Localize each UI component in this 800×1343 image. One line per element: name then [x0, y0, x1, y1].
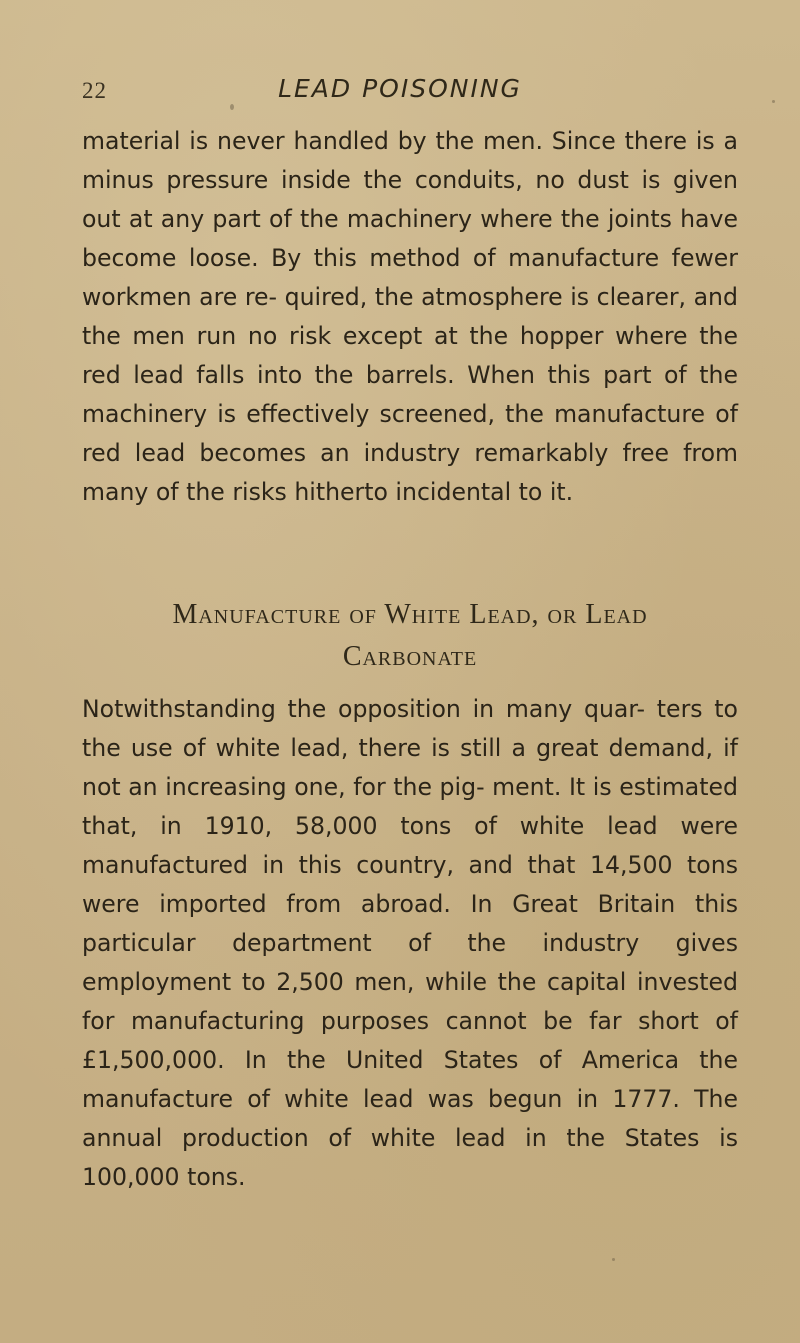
section-heading-line-1: Manufacture of White Lead, or Lead: [172, 599, 648, 630]
paper-speck: [772, 100, 775, 103]
section-heading: [82, 594, 738, 678]
page-number: 22: [82, 78, 107, 103]
paper-speck: [612, 1258, 615, 1261]
section-heading-line-2: Carbonate: [342, 641, 478, 672]
paragraph-white-lead: Notwithstanding the opposition in many quar- ters to the use of white lead, there is still a great demand, if not an increasing one, for the pig- ment. It is estimated that, in 1910, 58,000 tons of white lead were manufactured in this country, and that 14,500 tons were imported from abroad. In Great Britain this particular department of the industry gives employment to 2,500 men, while the capital invested for manufacturing purposes cannot be far short of £1,500,000. In the United States of America the manufacture of white lead was begun in 1777. The annual production of white lead in the States is 100,000 tons.: [82, 695, 738, 1191]
running-title: LEAD POISONING: [278, 74, 522, 103]
paper-speck: [230, 104, 234, 110]
paragraph-red-lead: material is never handled by the men. Since there is a minus pressure inside the conduits, no dust is given out at any part of the machinery where the joints have become loose. By this method of manufacture fewer workmen are re- quired, the atmosphere is clearer, and the men run no risk except at the hopper where the red lead falls into the barrels. When this part of the machinery is effectively screened, the manufacture of red lead becomes an industry remarkably free from many of the risks hitherto incidental to it.: [82, 127, 738, 506]
